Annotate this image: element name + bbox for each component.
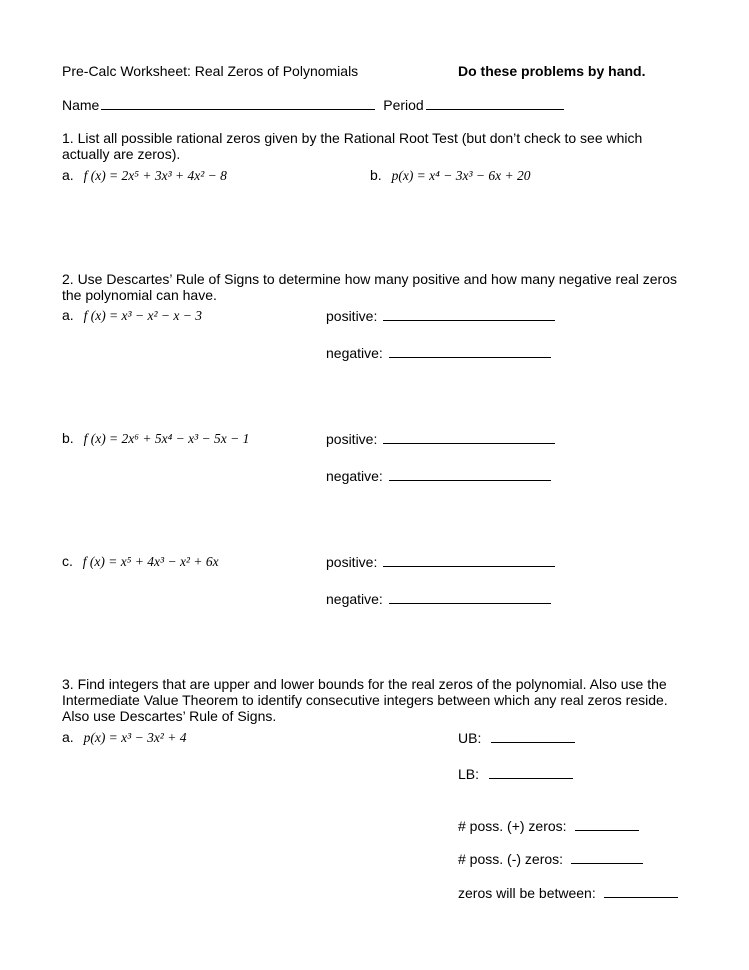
q3-prompt: 3. Find integers that are upper and lower bounds for the real zeros of the polynomial. Also use the Intermediate Value Theorem to identify consecutive integers between which any real zeros reside. Also use Descartes’ Rule of Signs. — [62, 676, 668, 724]
q1-a-expression: f (x) = 2x⁵ + 3x³ + 4x² − 8 — [83, 168, 227, 183]
q2-c-label: c. — [62, 553, 73, 569]
q1-a-label: a. — [62, 167, 74, 183]
q2-a-positive-row — [326, 307, 555, 324]
worksheet-title: Pre-Calc Worksheet: Real Zeros of Polynomials — [62, 63, 359, 79]
q1-part-b — [370, 167, 530, 184]
q2-a-label: a. — [62, 307, 74, 323]
name-field[interactable] — [101, 96, 375, 110]
q1-b-label: b. — [370, 167, 382, 183]
q3-lb-field[interactable] — [489, 765, 573, 779]
q3-poss-pos-label: # poss. (+) zeros: — [458, 818, 567, 834]
q2-c-positive-label: positive: — [326, 554, 378, 570]
q2-a-positive-label: positive: — [326, 308, 378, 324]
q3-poss-neg-label: # poss. (-) zeros: — [458, 851, 564, 867]
q3-part-a — [62, 729, 186, 746]
q2-c-positive-row — [326, 553, 555, 570]
q3-between-label: zeros will be between: — [458, 885, 596, 901]
q3-ub-field[interactable] — [491, 729, 575, 743]
name-row — [62, 96, 564, 113]
q2-a-negative-label: negative: — [326, 345, 383, 361]
q2-a-negative-row — [326, 344, 551, 361]
instruction-text: Do these problems by hand. — [458, 63, 646, 79]
name-label: Name — [62, 97, 100, 113]
q3-lb-row — [458, 765, 573, 782]
q2-a-expression: f (x) = x³ − x² − x − 3 — [83, 308, 202, 323]
q2-part-a — [62, 307, 202, 324]
q2-b-negative-row — [326, 467, 551, 484]
q2-b-negative-field[interactable] — [389, 467, 551, 481]
q3-poss-neg-row — [458, 850, 643, 867]
q2-b-positive-field[interactable] — [383, 430, 555, 444]
q3-poss-pos-row — [458, 817, 639, 834]
period-label: Period — [383, 97, 424, 113]
q2-c-expression: f (x) = x⁵ + 4x³ − x² + 6x — [82, 554, 219, 569]
q3-a-expression: p(x) = x³ − 3x² + 4 — [83, 730, 187, 745]
q2-c-positive-field[interactable] — [383, 553, 555, 567]
q2-b-label: b. — [62, 430, 74, 446]
period-field[interactable] — [426, 96, 564, 110]
q2-c-negative-field[interactable] — [389, 590, 551, 604]
q3-a-label: a. — [62, 729, 74, 745]
q2-b-positive-label: positive: — [326, 431, 378, 447]
q2-b-negative-label: negative: — [326, 468, 383, 484]
q3-poss-pos-field[interactable] — [575, 817, 639, 831]
q2-b-expression: f (x) = 2x⁶ + 5x⁴ − x³ − 5x − 1 — [83, 431, 250, 446]
q2-part-c — [62, 553, 219, 570]
q2-c-negative-label: negative: — [326, 591, 383, 607]
q1-part-a — [62, 167, 227, 184]
q1-prompt: 1. List all possible rational zeros given by the Rational Root Test (but don’t check to see which actually are zeros). — [62, 130, 643, 162]
q2-prompt: 2. Use Descartes’ Rule of Signs to determine how many positive and how many negative real zeros the polynomial can have. — [62, 271, 678, 303]
q3-between-row — [458, 884, 678, 901]
q2-a-positive-field[interactable] — [383, 307, 555, 321]
q3-between-field[interactable] — [604, 884, 678, 898]
q3-poss-neg-field[interactable] — [571, 850, 643, 864]
q2-part-b — [62, 430, 249, 447]
q1-b-expression: p(x) = x⁴ − 3x³ − 6x + 20 — [391, 168, 531, 183]
q2-a-negative-field[interactable] — [389, 344, 551, 358]
q2-c-negative-row — [326, 590, 551, 607]
q2-b-positive-row — [326, 430, 555, 447]
q3-ub-row — [458, 729, 575, 746]
q3-lb-label: LB: — [458, 766, 480, 782]
q3-ub-label: UB: — [458, 730, 482, 746]
